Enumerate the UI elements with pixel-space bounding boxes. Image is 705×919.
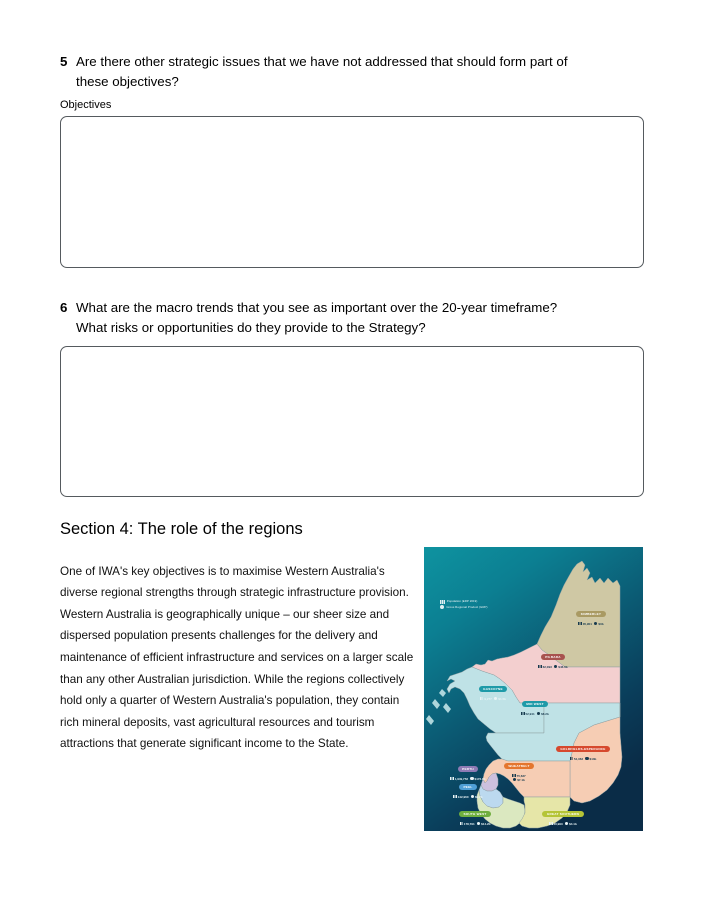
population-icon-pilbara [538,665,541,668]
grp-value-great-southern: $4.1b [569,821,577,826]
population-value-perth: 1,949,752 [454,776,469,781]
region-name-kimberley: KIMBERLEY [576,611,605,617]
question-6-text [76,298,644,338]
population-value-wheatbelt: 75,637 [516,773,526,778]
grp-icon [440,605,444,609]
population-icon-gascoyne [480,697,483,700]
section-4-body-text: One of IWA's key objectives is to maximise Western Australia's diverse regional strengths through strategic infrastructure provision. Western Australia is geographically unique – our sheer size and dispersed population presents challenges for the delivery and maintenance of efficient infrastructure and services on a larger scale than any other Australian jurisdiction. While the regions collectively hold only a quarter of Western Australia's population, they contain rich mineral deposits, vast agricultural resources and tourism attractions that generate significant income to the State. [60,564,414,751]
map-label-goldfields-esperance [540,737,626,761]
question-5-number: 5 [60,54,68,69]
map-label-great-southern [524,802,602,826]
answer-box-question-6[interactable] [60,346,644,497]
region-name-goldfields-esperance: GOLDFIELDS-ESPERANCE [556,746,610,752]
legend-row-grp [440,605,487,611]
map-label-kimberley [562,602,620,626]
population-icon-south-west [460,822,463,825]
grp-value-south-west: $14.2b [481,821,491,826]
grp-icon-wheatbelt [513,778,516,781]
region-name-gascoyne: GASCOYNE [479,686,508,692]
grp-icon-goldfields-esperance [585,757,588,760]
question-5-text [76,52,644,92]
grp-value-perth: $172.8b [474,776,486,781]
question-6-number: 6 [60,300,68,315]
region-stats-south-west [442,822,508,827]
grp-value-mid-west: $8.2b [541,711,549,716]
map-label-mid-west [506,692,564,716]
map-label-wheatbelt [493,754,545,783]
region-name-great-southern: GREAT SOUTHERN [542,811,583,817]
grp-icon-peel [471,795,474,798]
region-stats-peel [437,795,499,800]
region-stats-great-southern [524,822,602,827]
question-5-line-2: these objectives? [76,74,179,89]
grp-value-gascoyne: $1.5b [498,696,506,701]
grp-icon-pilbara [554,665,557,668]
region-name-south-west: SOUTH WEST [459,811,491,817]
legend-label-grp: Gross Regional Product (GRP) [446,604,488,609]
population-icon-kimberley [578,622,581,625]
grp-value-wheatbelt: $7.1b [517,778,525,783]
grp-icon-gascoyne [494,697,497,700]
map-label-pilbara [522,645,584,669]
population-value-south-west: 178,791 [463,821,475,826]
question-6-line-2: What risks or opportunities do they provide to the Strategy? [76,320,426,335]
region-stats-goldfields-esperance [540,757,626,762]
map-label-peel [437,775,499,799]
population-value-gascoyne: 9,277 [484,696,492,701]
grp-icon-mid-west [537,712,540,715]
region-name-peel: PEEL [459,784,477,790]
question-block-6 [60,298,644,497]
question-5-line-1: Are there other strategic issues that we have not addressed that should form part of [76,54,568,69]
grp-value-pilbara: $46.0b [558,664,568,669]
question-6-line-1: What are the macro trends that you see as important over the 20-year timeframe? [76,300,558,315]
western-australia-regions-map [424,547,643,831]
map-label-south-west [442,802,508,826]
grp-icon-kimberley [594,622,597,625]
grp-icon-south-west [477,822,480,825]
answer-box-question-5[interactable] [60,116,644,268]
legend-label-population: Population (ERP 2019) [446,599,478,603]
objectives-field-label: Objectives [60,99,112,111]
region-name-perth: PERTH [458,766,479,772]
population-icon-wheatbelt [512,774,515,777]
grp-value-goldfields-esperance: $13b [589,756,597,761]
region-stats-wheatbelt [493,774,545,783]
region-name-wheatbelt: WHEATBELT [504,763,534,769]
population-value-kimberley: 35,901 [582,621,592,626]
population-value-pilbara: 62,093 [542,664,552,669]
grp-value-peel: $9.2b [474,794,483,799]
region-name-pilbara: PILBARA [541,654,566,660]
population-value-mid-west: 52,941 [525,711,535,716]
population-icon [440,600,445,604]
question-block-5 [60,52,644,268]
question-5-heading [60,52,644,92]
population-value-peel: 142,960 [457,794,469,799]
map-legend [440,599,487,610]
region-stats-mid-west [506,712,564,717]
population-icon-peel [453,795,456,798]
question-6-heading [60,298,644,338]
region-name-mid-west: MID WEST [522,701,548,707]
population-value-great-southern: 60,993 [553,821,563,826]
region-stats-pilbara [522,665,584,670]
population-value-goldfields-esperance: 54,363 [573,756,584,761]
population-icon-goldfields-esperance [570,757,573,760]
section-4-heading: Section 4: The role of the regions [60,520,303,538]
grp-value-kimberley: $3b [598,621,604,626]
grp-icon-great-southern [565,822,568,825]
region-stats-kimberley [562,622,620,627]
